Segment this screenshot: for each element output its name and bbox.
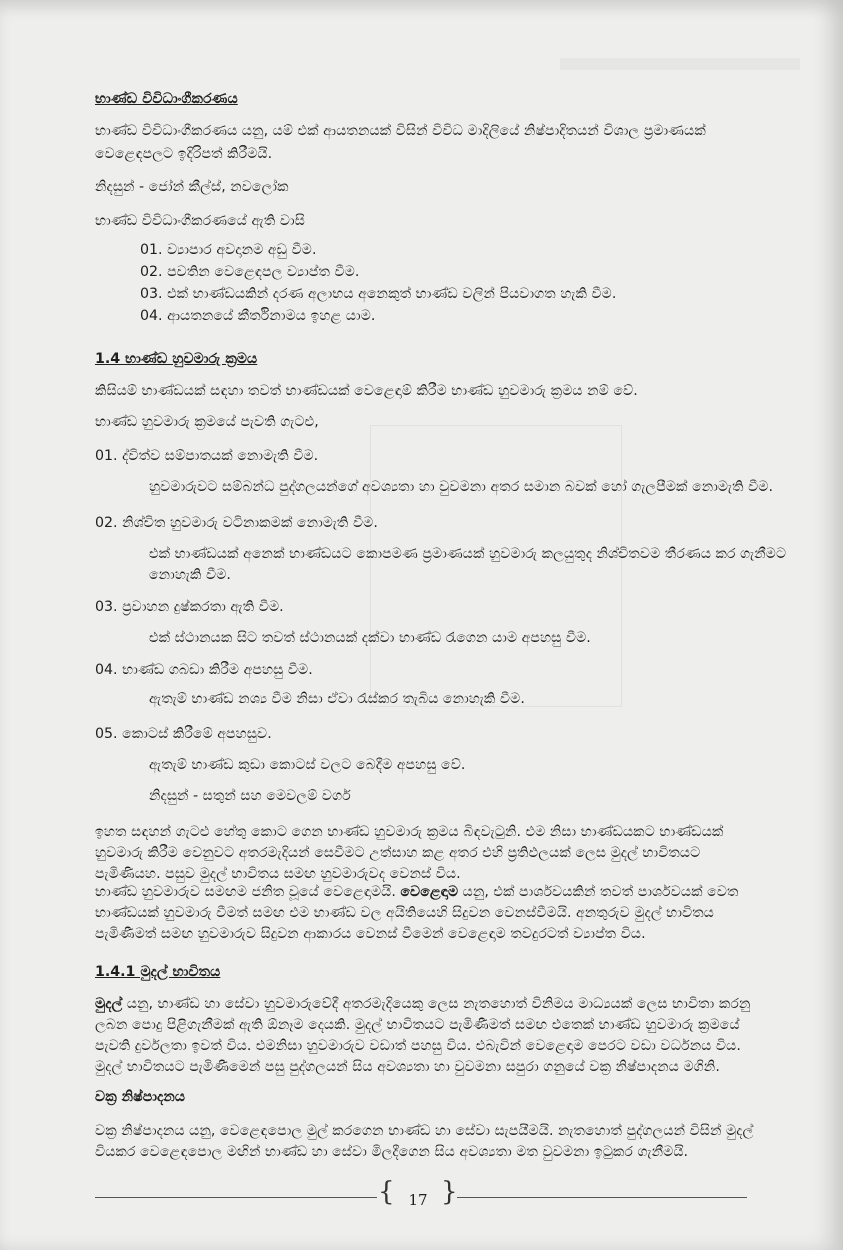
list-item: 04. ආයතනයේ කීර්තිනාමය ඉහළ යාම. (140, 308, 376, 324)
paragraph-exchange-def: කිසියම් භාණ්ඩයක් සඳහා තවත් භාණ්ඩයක් වෙළෙඳාම් කිරීම භාණ්ඩ හුවමාරු ක්‍රමය නම් වේ. (95, 383, 638, 399)
paragraph-money-line (95, 995, 750, 1014)
paragraph-money-intro-line: හුවමාරු කිරීම වෙනුවට අතරමැදියන් සෙවීමට උත්සාහ කළ අතර එහි ප්‍රතිඵලයක් ලෙස මුදල් භාවිතයට (95, 845, 701, 861)
footer-rule-left (95, 1197, 377, 1198)
subheading-advantages: භාණ්ඩ විවිධාංගීකරණයේ ඇති වාසි (95, 213, 305, 229)
paragraph-money-intro-line: පැමිණියහ. පසුව මුදල් භාවිතය සමඟ හුවමාරුවද වෙනස් විය. (95, 866, 461, 882)
show-through-diagram (370, 425, 622, 707)
paragraph-trade-line: භාණ්ඩයක් හුවමාරු වීමත් සමඟ එම භාණ්ඩ වල අයිතියෙහි සිදුවන වෙනස්වීමයි. අනතුරුව මුදල් භාවිතය (95, 905, 714, 921)
problem-title: 04. භාණ්ඩ ගබඩා කිරීම අපහසු වීම. (95, 662, 313, 678)
footer-brace-left: { (378, 1177, 395, 1207)
section-heading-exchange: 1.4 භාණ්ඩ හුවමාරු ක්‍රමය (95, 351, 258, 367)
list-item: 01. ව්‍යාපාර අවදානම අඩු වීම. (140, 242, 317, 258)
paragraph-trade-line: පැමිණීමත් සමඟ හුවමාරුව සිදුවන ආකාරය වෙනස් වීමෙන් වෙළෙඳාම තවදුරටත් ව්‍යාප්ත විය. (95, 926, 646, 942)
paragraph-money-line: ලබන පොදු පිළිගැනීමක් ඇති ඕනෑම දෙයකි. මුදල් භාවිතයට පැමිණීමත් සමඟ එතෙක් භාණ්ඩ හුවමාරු ක්‍රමයේ (95, 1017, 740, 1033)
footer-brace-right: } (441, 1177, 458, 1207)
subheading-roundabout-production: වක්‍ර නිෂ්පාදනය (95, 1089, 186, 1105)
paragraph-trade-line (95, 883, 739, 902)
paragraph-roundabout-line: වක්‍ර නිෂ්පාදනය යනු, වෙළෙඳපොල මුල් කරගෙන භාණ්ඩ හා සේවා සැපයීමයි. නැතහොත් පුද්ගලයන් විසින් මුදල් (95, 1123, 754, 1139)
paragraph-diversification-line-1: භාණ්ඩ විවිධාංගීකරණය යනු, යම් එක් ආයතනයක් විසින් විවිධ මාදිලියේ නිෂ්පාදිතයන් විශාල ප්‍රමාණයක් (95, 123, 706, 139)
problem-desc: ඇතැම් භාණ්ඩ නශ්‍ය වීම නිසා ඒවා රැස්කර තැබිය නොහැකි වීම. (149, 691, 525, 707)
list-item: 02. පවතින වෙළෙඳපල ව්‍යාප්ත වීම. (140, 264, 360, 280)
problem-title: 02. නිශ්චිත හුවමාරු වටිනාකමක් නොමැති වීම. (95, 515, 378, 531)
paragraph-trade-text: යනු, එක් පාර්ශවයකින් තවත් පාර්ශවයක් වෙත (458, 884, 739, 900)
problem-title: 01. ද්විත්ව සම්පාතයක් නොමැති වීම. (95, 448, 319, 464)
problem-desc: එක් ස්ථානයක සිට තවත් ස්ථානයක් දක්වා භාණ්ඩ රැගෙන යාම අපහසු වීම. (149, 630, 591, 646)
paragraph-roundabout-line: වියකර වෙළෙඳපොල මඟින් භාණ්ඩ හා සේවා මිලදීගෙන සිය අවශ්‍යතා මත වුවමනා ඉටුකර ගැනීමයි. (95, 1144, 689, 1160)
problem-desc: ඇතැම් භාණ්ඩ කුඩා කොටස් වලට බෙදීම අපහසු වේ. (149, 757, 466, 773)
subheading-problems: භාණ්ඩ හුවමාරු ක්‍රමයේ පැවති ගැටළු, (95, 414, 319, 430)
paragraph-money-intro-line: ඉහත සඳහන් ගැටළු හේතු කොට ගෙන භාණ්ඩ හුවමාරු ක්‍රමය බිඳවැටුනි. එම නිසා භාණ්ඩයකට භාණ්ඩයක් (95, 824, 724, 840)
bold-term-trade: වෙළෙඳාම (400, 884, 459, 900)
bold-term-money: මුදල් (95, 996, 123, 1012)
show-through-block-top (560, 58, 800, 70)
footer-rule-right (457, 1197, 747, 1198)
page-number: 17 (408, 1191, 428, 1209)
problem-desc: එක් භාණ්ඩයක් අනෙක් භාණ්ඩයට කොපමණ ප්‍රමාණයක් හුවමාරු කලයුතුද නිශ්චිතවම තීරණය කර ගැනීමට (149, 546, 787, 562)
paragraph-diversification-line-2: වෙළෙඳපලට ඉදිරිපත් කිරීමයි. (95, 146, 273, 162)
paragraph-money-line: මුදල් භාවිතයට පැමිණීමෙන් පසු පුද්ගලයන් සිය අවශ්‍යතා හා වුවමනා සපුරා ගනුයේ වක්‍ර නිෂ්පාදනය මගිනි. (95, 1059, 720, 1075)
problem-title: 03. ප්‍රවාහන දුෂ්කරතා ඇති වීම. (95, 599, 284, 615)
example-line: නිදසුන් - ජෝන් කීල්ස්, නවලෝක (95, 179, 289, 195)
paragraph-trade-text: භාණ්ඩ හුවමාරුව සමඟම ජනිත වූයේ වෙළෙඳාමයි. (95, 884, 401, 900)
problem-desc: නොහැකි වීම. (149, 567, 231, 583)
problem-title: 05. කොටස් කිරීමේ අපහසුව. (95, 726, 272, 742)
paragraph-money-line: පැවති දුර්වලතා ඉවත් විය. එමනිසා හුවමාරුව වඩාත් පහසු විය. එබැවින් වෙළෙඳාම පෙරට වඩා වර්ධනය විය. (95, 1038, 741, 1054)
section-heading-diversification: භාණ්ඩ විවිධාංගීකරණය (95, 91, 238, 107)
section-heading-money-use: 1.4.1 මුදල් භාවිතය (95, 964, 221, 980)
problem-desc: හුවමාරුවට සම්බන්ධ පුද්ගලයන්ගේ අවශ්‍යතා හා වුවමනා අතර සමාන බවක් හෝ ගැලපීමක් නොමැති වීම. (149, 479, 774, 495)
problem-example: නිදසුන් - සතුන් සහ මෙවලම් වර්ග (149, 788, 351, 804)
list-item: 03. එක් භාණ්ඩයකින් දරණ අලාභය අනෙකුත් භාණ්ඩ වලින් පියවාගත හැකි වීම. (140, 286, 617, 302)
paragraph-money-text: යනු, භාණ්ඩ හා සේවා හුවමාරුවේදී අතරමැදියෙකු ලෙස නැතහොත් විනිමය මාධ්‍යයක් ලෙස භාවිතා කරනු (122, 996, 751, 1012)
